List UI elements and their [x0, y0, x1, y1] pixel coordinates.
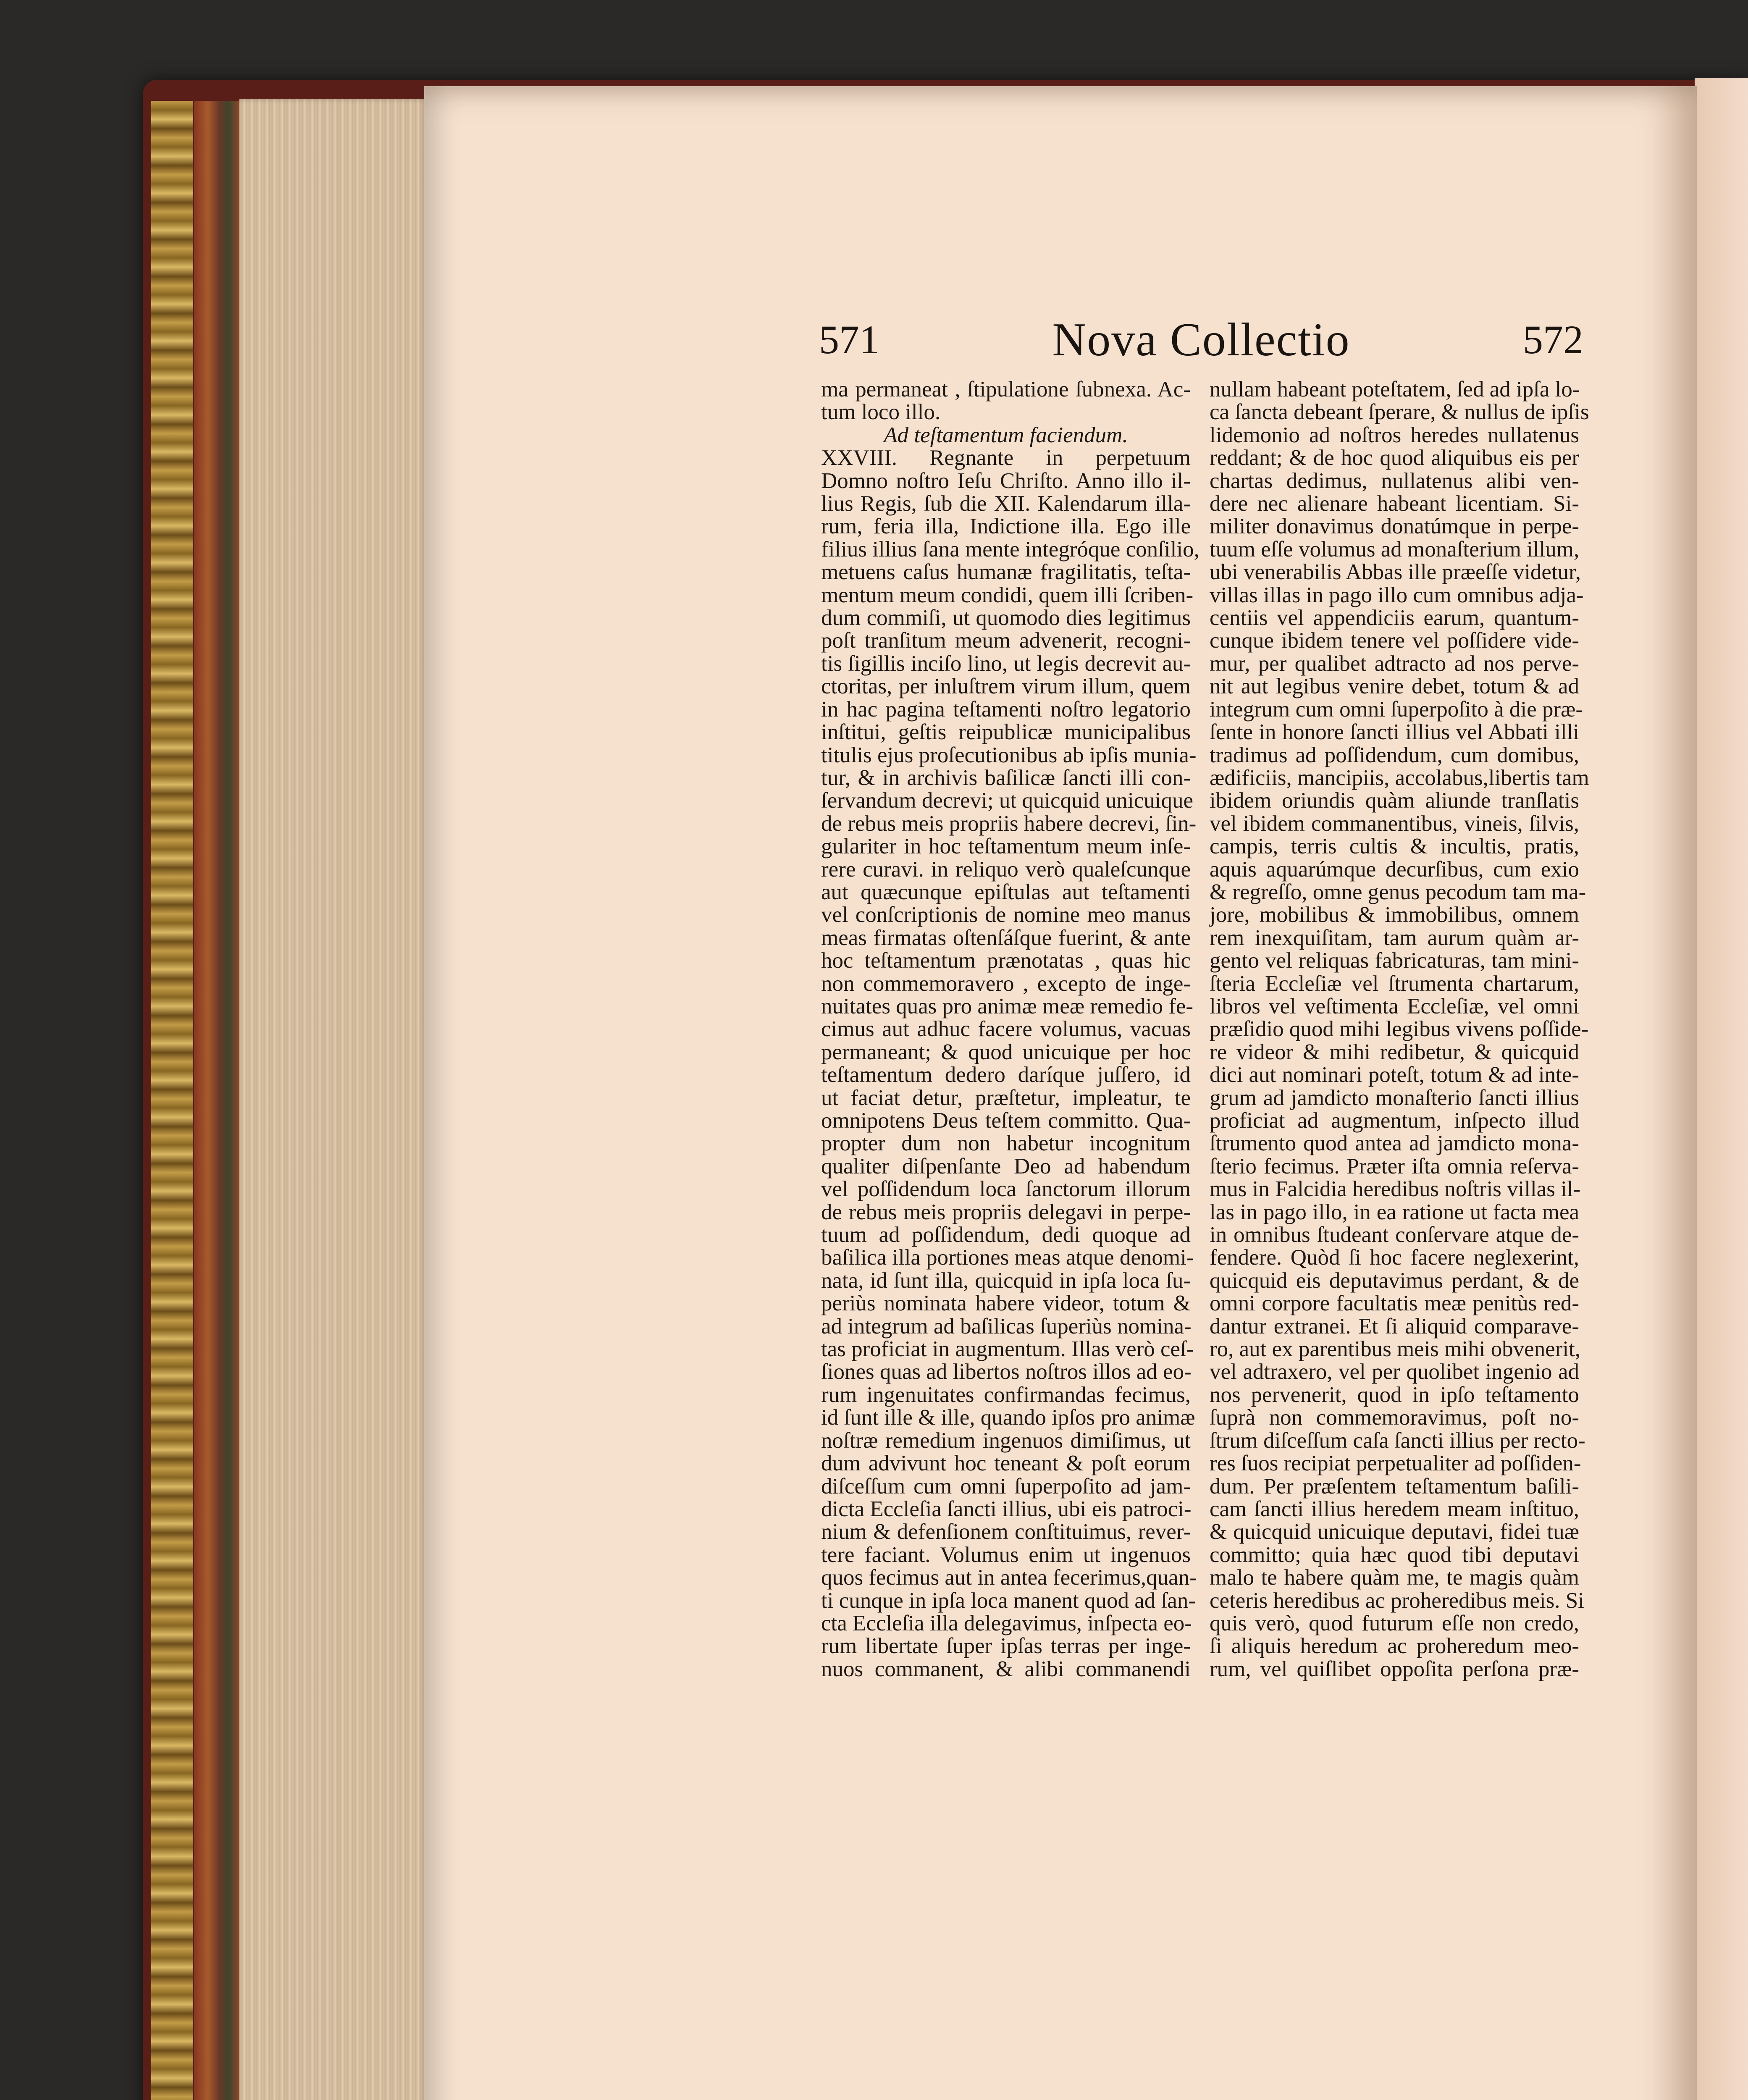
- page-edges: [239, 99, 428, 2100]
- text-line: grum ad jamdicto monaſterio ſancti illius: [1210, 1085, 1579, 1110]
- text-line: hoc teſtamentum prænotatas , quas hic: [821, 948, 1191, 973]
- text-line: noſtræ remedium ingenuos dimiſimus, ut: [821, 1428, 1191, 1453]
- text-line: nullam habeant poteſtatem, ſed ad ipſa lo-: [1210, 377, 1580, 402]
- text-line: teſtamentum dedero daríque juſſero, id: [821, 1063, 1191, 1087]
- text-line: tere faciant. Volumus enim ut ingenuos: [821, 1542, 1191, 1567]
- text-line: tas proficiat in augmentum. Illas verò ceſ-: [821, 1337, 1194, 1362]
- text-line: tradimus ad poſſidendum, cum domibus,: [1210, 743, 1579, 767]
- text-line: rum ingenuitates confirmandas fecimus,: [821, 1382, 1191, 1407]
- text-line: rere curavi. in reliquo verò qualeſcunque: [821, 857, 1191, 882]
- text-line: mur, per qualibet adtracto ad nos perve-: [1210, 651, 1579, 676]
- text-line: nuitates quas pro animæ meæ remedio fe-: [821, 994, 1194, 1018]
- text-line: cta Eccleſia illa delegavimus, inſpecta eo-: [821, 1611, 1192, 1635]
- text-line: ctoritas, per inluſtrem virum illum, quem: [821, 674, 1191, 699]
- text-line: periùs nominata habere videor, totum &: [821, 1291, 1191, 1316]
- facing-page-edge: [1695, 78, 1748, 2100]
- text-line: campis, terris cultis & incultis, pratis,: [1210, 834, 1579, 859]
- text-line: proficiat ad augmentum, inſpecto illud: [1210, 1108, 1579, 1133]
- text-line: tis ſigillis inciſo lino, ut legis decrevit au-: [821, 651, 1191, 676]
- text-line: poſt tranſitum meum advenerit, recogni-: [821, 628, 1191, 653]
- text-line: omni corpore facultatis meæ penitùs red-: [1210, 1291, 1579, 1316]
- text-line: nium & defenſionem conſtituimus, rever-: [821, 1520, 1191, 1544]
- text-line: malo te habere quàm me, te magis quàm: [1210, 1565, 1579, 1590]
- text-line: rum, vel quiſlibet oppoſita perſona præ-: [1210, 1656, 1579, 1681]
- running-header: [815, 313, 1588, 368]
- text-line: ſente in honore ſancti illius vel Abbati illi: [1210, 720, 1579, 745]
- running-title: Nova Collectio: [1052, 314, 1350, 366]
- section-heading: Ad teſtamentum faciendum.: [884, 423, 1128, 447]
- text-line: chartas dedimus, nullatenus alibi ven-: [1210, 468, 1579, 493]
- text-line: nata, id ſunt illa, quicquid in ipſa loca ſu-: [821, 1268, 1191, 1293]
- text-line: ſterio fecimus. Præter iſta omnia reſerva-: [1210, 1154, 1579, 1179]
- text-column-left: [821, 377, 1199, 1681]
- text-line: ſiones quas ad libertos noſtros illos ad eo-: [821, 1360, 1192, 1384]
- text-line: ma permaneat , ſtipulatione ſubnexa. Ac-: [821, 377, 1191, 402]
- text-line: ro, aut ex parentibus meis mihi obvenerit,: [1210, 1337, 1581, 1362]
- text-line: rum, feria illa, Indictione illa. Ego ille: [821, 514, 1191, 539]
- text-line: dere nec alienare habeant licentiam. Si-: [1210, 491, 1579, 516]
- text-line: mus in Falcidia heredibus noſtris villas il-: [1210, 1177, 1581, 1202]
- text-line: meas firmatas oſtenſáſque fuerint, & ante: [821, 925, 1191, 950]
- text-line: rem inexquiſitam, tam aurum quàm ar-: [1210, 925, 1579, 950]
- text-line: libros vel veſtimenta Eccleſiæ, vel omni: [1210, 994, 1579, 1018]
- text-line: jore, mobilibus & immobilibus, omnem: [1210, 903, 1579, 927]
- text-line: propter dum non habetur incognitum: [821, 1131, 1191, 1156]
- text-line: præſidio quod mihi legibus vivens poſſide-: [1210, 1017, 1589, 1042]
- text-line: ca ſancta debeant ſperare, & nullus de ipſis: [1210, 400, 1589, 425]
- marbled-endpaper: [194, 101, 240, 2100]
- text-line: nit aut legibus venire debet, totum & ad: [1210, 674, 1579, 699]
- text-line: ibidem oriundis quàm aliunde tranſlatis: [1210, 788, 1579, 813]
- text-line: villas illas in pago illo cum omnibus adja-: [1210, 583, 1584, 607]
- text-line: in hac pagina teſtamenti noſtro legatorio: [821, 697, 1191, 722]
- text-line: id ſunt ille & ille, quando ipſos pro animæ: [821, 1405, 1195, 1430]
- text-line: ædificiis, mancipiis, accolabus,libertis tam: [1210, 765, 1589, 790]
- text-line: committo; quia hæc quod tibi deputavi: [1210, 1542, 1579, 1567]
- text-line: aquis aquarúmque decurſibus, cum exio: [1210, 857, 1579, 882]
- text-line: cunque ibidem tenere vel poſſidere vide-: [1210, 628, 1579, 653]
- text-line: tuum ad poſſidendum, dedi quoque ad: [821, 1223, 1191, 1247]
- text-line: ut faciat detur, præſtetur, impleatur, te: [821, 1085, 1191, 1110]
- text-line: ubi venerabilis Abbas ille præeſſe videtur,: [1210, 560, 1581, 585]
- text-line: militer donavimus donatúmque in perpe-: [1210, 514, 1579, 539]
- text-line: nos pervenerit, quod in ipſo teſtamento: [1210, 1382, 1579, 1407]
- text-line: metuens caſus humanæ fragilitatis, teſta-: [821, 560, 1191, 585]
- text-line: de rebus meis propriis delegavi in perpe-: [821, 1200, 1191, 1224]
- text-line: & quicquid unicuique deputavi, fidei tuæ: [1210, 1520, 1579, 1544]
- text-line: qualiter diſpenſante Deo ad habendum: [821, 1154, 1191, 1179]
- text-line: dum commiſi, ut quomodo dies legitimus: [821, 606, 1191, 630]
- text-line: quis verò, quod futurum eſſe non credo,: [1210, 1611, 1579, 1635]
- text-line: rum libertate ſuper ipſas terras per inge-: [821, 1634, 1191, 1659]
- text-line: ſteria Eccleſiæ vel ſtrumenta chartarum,: [1210, 971, 1579, 996]
- text-line: re videor & mihi redibetur, & quicquid: [1210, 1040, 1579, 1064]
- text-line: vel poſſidendum loca ſanctorum illorum: [821, 1177, 1191, 1202]
- text-line: permaneant; & quod unicuique per hoc: [821, 1040, 1191, 1064]
- text-line: centiis vel appendiciis earum, quantum-: [1210, 606, 1579, 630]
- text-line: Domno noſtro Ieſu Chriſto. Anno illo il-: [821, 468, 1191, 493]
- text-line: dum. Per præſentem teſtamentum baſili-: [1210, 1474, 1579, 1499]
- text-line: vel adtraxero, vel per quolibet ingenio ad: [1210, 1360, 1579, 1384]
- text-line: nuos commanent, & alibi commanendi: [821, 1656, 1191, 1681]
- text-line: dicta Eccleſia ſancti illius, ubi eis patroci-: [821, 1496, 1192, 1521]
- text-line: omnipotens Deus teſtem committo. Qua-: [821, 1108, 1191, 1133]
- text-line: diſceſſum cum omni ſuperpoſito ad jam-: [821, 1474, 1191, 1499]
- text-line: quos fecimus aut in antea fecerimus,quan-: [821, 1565, 1197, 1590]
- page-number-right: 572: [1523, 317, 1583, 362]
- text-line: cam ſancti illius heredem meam inſtituo,: [1210, 1496, 1579, 1521]
- text-line: aut quæcunque epiſtulas aut teſtamenti: [821, 879, 1191, 904]
- text-line: non commemoravero , excepto de inge-: [821, 971, 1191, 996]
- text-line: ſtrumento quod antea ad jamdicto mona-: [1210, 1131, 1579, 1156]
- text-line: tum loco illo.: [821, 400, 941, 425]
- text-line: ſuprà non commemoravimus, poſt no-: [1210, 1405, 1579, 1430]
- text-line: & regreſſo, omne genus pecodum tam ma-: [1210, 879, 1586, 904]
- text-line: las in pago illo, in ea ratione ut facta mea: [1210, 1200, 1579, 1224]
- text-line: inſtitui, geſtis reipublicæ municipalibus: [821, 720, 1191, 745]
- text-line: tur, & in archivis baſilicæ ſancti illi con-: [821, 765, 1191, 790]
- text-line: baſilica illa portiones meas atque denomi-: [821, 1245, 1194, 1270]
- text-line: XXVIII. Regnante in perpetuum: [821, 446, 1191, 470]
- text-line: gento vel reliquas fabricaturas, tam mini-: [1210, 948, 1579, 973]
- text-line: cimus aut adhuc facere volumus, vacuas: [821, 1017, 1191, 1042]
- text-line: res ſuos recipiat perpetualiter ad poſſiden-: [1210, 1451, 1581, 1476]
- text-line: dici aut nominari poteſt, totum & ad inte-: [1210, 1063, 1579, 1087]
- text-line: filius illius ſana mente integróque conſilio,: [821, 537, 1199, 562]
- text-line: in omnibus ſtudeant conſervare atque de-: [1210, 1223, 1579, 1247]
- text-line: ſervandum decrevi; ut quicquid unicuique: [821, 788, 1194, 813]
- gilt-border: [151, 101, 193, 2100]
- text-line: dum advivunt hoc teneant & poſt eorum: [821, 1451, 1191, 1476]
- text-line: integrum cum omni ſuperpoſito à die præ-: [1210, 697, 1583, 722]
- text-column-right: [1210, 377, 1589, 1681]
- page-number-left: 571: [819, 317, 879, 362]
- text-line: reddant; & de hoc quod aliquibus eis per: [1210, 446, 1579, 470]
- text-line: dantur extranei. Et ſi aliquid comparave-: [1210, 1314, 1579, 1339]
- text-line: tuum eſſe volumus ad monaſterium illum,: [1210, 537, 1580, 562]
- text-line: ti cunque in ipſa loca manent quod ad ſan-: [821, 1588, 1196, 1613]
- text-line: ceteris heredibus ac proheredibus meis. Si: [1210, 1588, 1584, 1613]
- text-line: lius Regis, ſub die XII. Kalendarum illa-: [821, 491, 1191, 516]
- text-line: fendere. Quòd ſi hoc facere neglexerint,: [1210, 1245, 1579, 1270]
- text-line: titulis ejus proſecutionibus ab ipſis munia-: [821, 743, 1197, 767]
- text-line: ſi aliquis heredum ac proheredum meo-: [1210, 1634, 1579, 1659]
- text-line: vel ibidem commanentibus, vineis, ſilvis,: [1210, 811, 1579, 836]
- text-line: vel conſcriptionis de nomine meo manus: [821, 903, 1191, 927]
- text-line: gulariter in hoc teſtamentum meum inſe-: [821, 834, 1191, 859]
- text-line: mentum meum condidi, quem illi ſcriben-: [821, 583, 1194, 607]
- text-line: ad integrum ad baſilicas ſuperiùs nomina-: [821, 1314, 1192, 1339]
- text-line: ſtrum diſceſſum caſa ſancti illius per recto-: [1210, 1428, 1585, 1453]
- text-line: quicquid eis deputavimus perdant, & de: [1210, 1268, 1579, 1293]
- text-line: de rebus meis propriis habere decrevi, ſin-: [821, 811, 1197, 836]
- text-line: lidemonio ad noſtros heredes nullatenus: [1210, 423, 1579, 447]
